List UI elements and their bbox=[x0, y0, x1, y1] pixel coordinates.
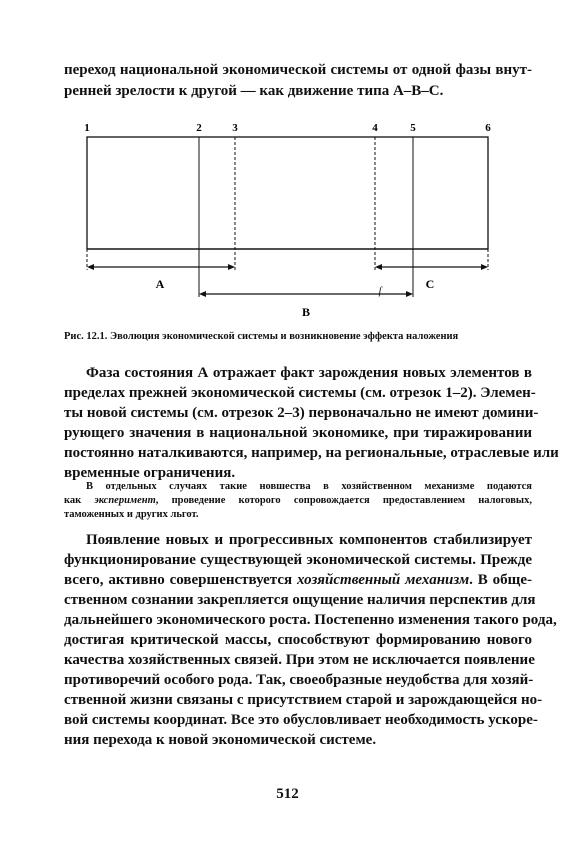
small-print-note bbox=[64, 480, 532, 522]
text-line: ственном сознании закрепляется ощущение наличия перспектив для bbox=[64, 592, 536, 608]
paragraph-stabilization bbox=[64, 530, 557, 750]
emphasis-economic-mechanism: хозяйственный механизм bbox=[297, 572, 470, 588]
text-line: вой системы координат. Все это обусловливает необходимость ускоре- bbox=[64, 712, 538, 728]
text-line: Появление новых и прогрессивных компонентов стабилизирует bbox=[86, 532, 532, 548]
text-line: временные ограничения. bbox=[64, 465, 236, 481]
text-run: как bbox=[64, 495, 95, 506]
segment-label-a: А bbox=[155, 277, 165, 291]
text-run: . В обще- bbox=[469, 572, 532, 588]
text-line: переход национальной экономической системы от одной фазы внут- bbox=[64, 62, 532, 78]
point-label-6: 6 bbox=[485, 122, 491, 134]
point-label-5: 5 bbox=[410, 122, 416, 134]
figure-number: Рис. 12.1. bbox=[64, 331, 108, 342]
text-line: таможенных и других льгот. bbox=[64, 509, 199, 520]
point-label-4: 4 bbox=[372, 122, 378, 134]
stray-mark: ſ bbox=[378, 286, 382, 297]
text-line: дальнейшего экономического роста. Постепенно изменения такого рода, bbox=[64, 612, 557, 628]
system-rectangle bbox=[87, 137, 488, 249]
point-label-2: 2 bbox=[196, 122, 202, 134]
point-label-3: 3 bbox=[232, 122, 238, 134]
text-line: ственной жизни связаны с присутствием старой и зарождающейся но- bbox=[64, 692, 543, 708]
figure-caption bbox=[64, 330, 534, 344]
segment-label-b: В bbox=[301, 305, 311, 319]
text-line: В отдельных случаях такие новшества в хозяйственном механизме подаются bbox=[86, 481, 532, 492]
text-line: достигая критической массы, способствуют формированию нового bbox=[64, 632, 532, 648]
text-run: всего, активно совершенствуется bbox=[64, 572, 298, 588]
segment-label-c: С bbox=[425, 277, 435, 291]
paragraph-phase-a bbox=[64, 363, 559, 483]
arrow-c bbox=[375, 264, 488, 270]
text-line: Фаза состояния А отражает факт зарождения новых элементов в bbox=[86, 365, 532, 381]
text-line: качества хозяйственных связей. При этом не исключается появление bbox=[64, 652, 535, 668]
point-label-1: 1 bbox=[84, 122, 90, 134]
text-line bbox=[64, 570, 532, 590]
text-line: постоянно наталкиваются, например, на региональные, отраслевые или bbox=[64, 445, 559, 461]
text-line: противоречий особого рода. Так, своеобразные неудобства для хозяй- bbox=[64, 672, 534, 688]
text-line: рующего значения в национальной экономике, при тиражировании bbox=[64, 425, 532, 441]
figure-caption-text: Эволюция экономической системы и возникновение эффекта наложения bbox=[107, 331, 459, 342]
evolution-diagram bbox=[60, 112, 530, 327]
text-line: ты новой системы (см. отрезок 2–3) первоначально не имеют домини- bbox=[64, 405, 539, 421]
text-line: ренней зрелости к другой — как движение типа А–В–С. bbox=[64, 83, 444, 99]
intro-text bbox=[64, 60, 532, 102]
emphasis-experiment: эксперимент bbox=[94, 495, 156, 506]
text-run: , проведение которого сопровождается предоставлением налоговых, bbox=[155, 495, 532, 506]
arrow-a bbox=[87, 264, 235, 270]
text-line: пределах прежней экономической системы (см. отрезок 1–2). Элемен- bbox=[64, 385, 536, 401]
page-number: 512 bbox=[276, 786, 299, 802]
text-line: ния перехода к новой экономической системе. bbox=[64, 732, 377, 748]
text-line bbox=[64, 494, 532, 508]
text-line: функционирование существующей экономической системы. Прежде bbox=[64, 552, 532, 568]
